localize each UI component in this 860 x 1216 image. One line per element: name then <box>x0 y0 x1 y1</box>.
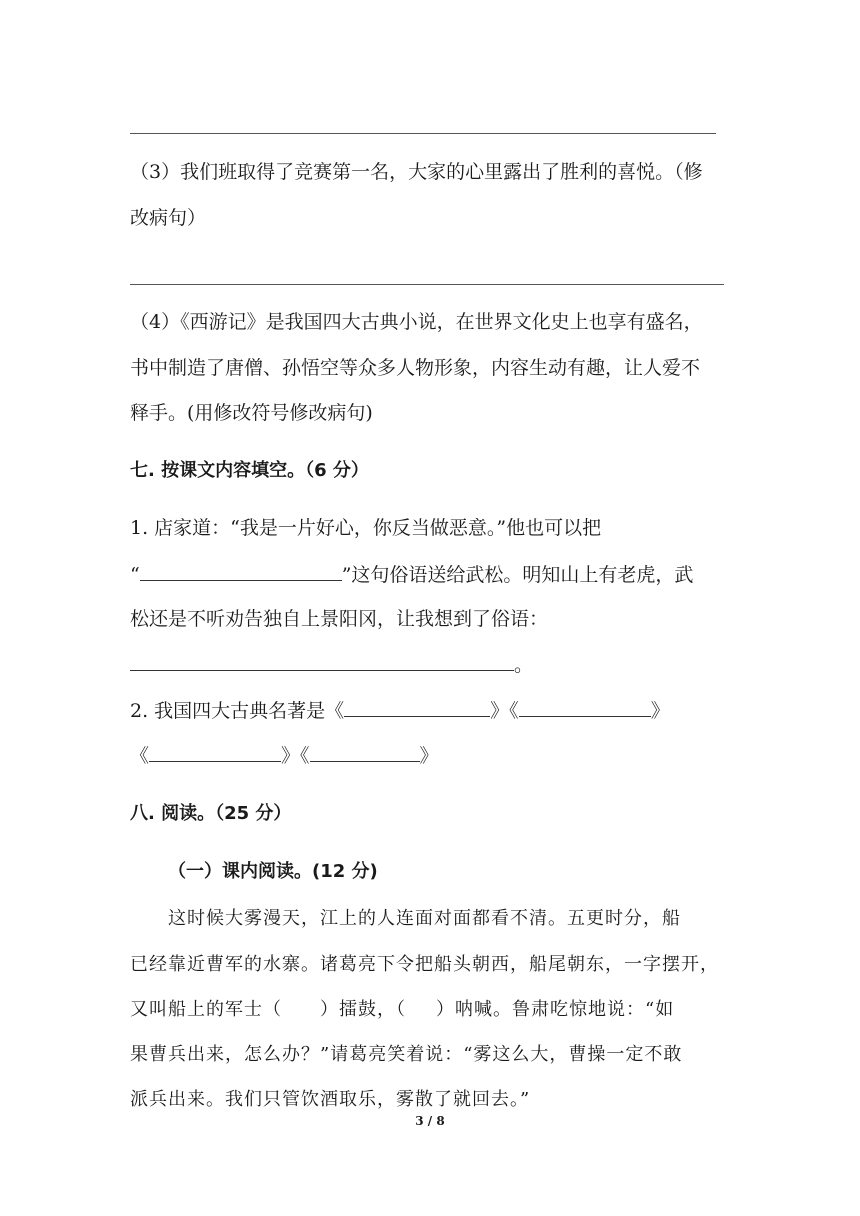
page-number: 3 / 8 <box>415 1114 445 1128</box>
fill-blank <box>140 560 342 581</box>
passage-line-3-c: ）呐喊。鲁肃吃惊地说：“如 <box>436 999 675 1020</box>
passage-line-3 <box>130 996 740 1024</box>
fill-blank <box>130 650 514 671</box>
question-7-1-line-3: 松还是不听劝告独自上景阳冈，让我想到了俗语： <box>130 608 549 630</box>
passage-line-1: 这时候大雾漫天，江上的人连面对面都看不清。五更时分，船 <box>168 908 681 929</box>
question-6-4-line-2: 书中制造了唐僧、孙悟空等众多人物形象，内容生动有趣，让人爱不 <box>130 357 701 379</box>
question-6-4-line-1: （4）《西游记》是我国四大古典小说，在世界文化史上也享有盛名， <box>130 311 703 333</box>
title-close: 》 <box>419 745 439 767</box>
section-8-subtitle: （一）课内阅读。(12 分) <box>168 861 378 882</box>
passage-line-5: 派兵出来。我们只管饮酒取乐，雾散了就回去。” <box>130 1089 531 1110</box>
section-8-title: 八. 阅读。（25 分） <box>130 803 292 824</box>
fill-blank <box>310 741 420 762</box>
fill-blank <box>149 741 281 762</box>
question-7-2-line-2 <box>130 741 740 770</box>
open-quote: “ <box>130 564 140 586</box>
passage-line-3-b: ）擂鼓，（ <box>320 999 406 1020</box>
title-close: 》 <box>650 700 670 722</box>
title-open: 《 <box>130 745 150 767</box>
end-mark: 。 <box>514 654 534 676</box>
title-separator: 》《 <box>490 700 519 722</box>
question-7-2-line-1 <box>130 696 740 725</box>
answer-line <box>130 284 724 285</box>
question-7-1-line-1: 1. 店家道：“我是一片好心，你反当做恶意。”他也可以把 <box>130 517 602 539</box>
title-separator: 》《 <box>281 745 310 767</box>
question-7-1-line-2 <box>130 560 740 589</box>
fill-blank <box>519 696 651 717</box>
question-7-1-line-4 <box>130 650 740 679</box>
question-6-3-line-2: 改病句） <box>130 207 207 229</box>
section-7-title: 七. 按课文内容填空。（6 分） <box>130 460 369 481</box>
passage-line-3-a: 又叫船上的军士（ <box>130 999 282 1020</box>
passage-line-4: 果曹兵出来，怎么办？”请葛亮笑着说：“雾这么大，曹操一定不敢 <box>130 1044 683 1065</box>
question-7-1-line-2-text: ”这句俗语送给武松。明知山上有老虎，武 <box>341 564 694 586</box>
question-6-4-line-3: 释手。(用修改符号修改病句) <box>130 402 373 424</box>
fill-blank <box>344 696 490 717</box>
question-6-3-line-1: （3）我们班取得了竞赛第一名，大家的心里露出了胜利的喜悦。（修 <box>130 161 703 183</box>
answer-line <box>130 133 716 134</box>
question-7-2-prefix: 2. 我国四大古典名著是《 <box>130 700 345 722</box>
passage-line-2: 已经靠近曹军的水寨。诸葛亮下令把船头朝西，船尾朝东，一字摆开， <box>130 954 719 975</box>
